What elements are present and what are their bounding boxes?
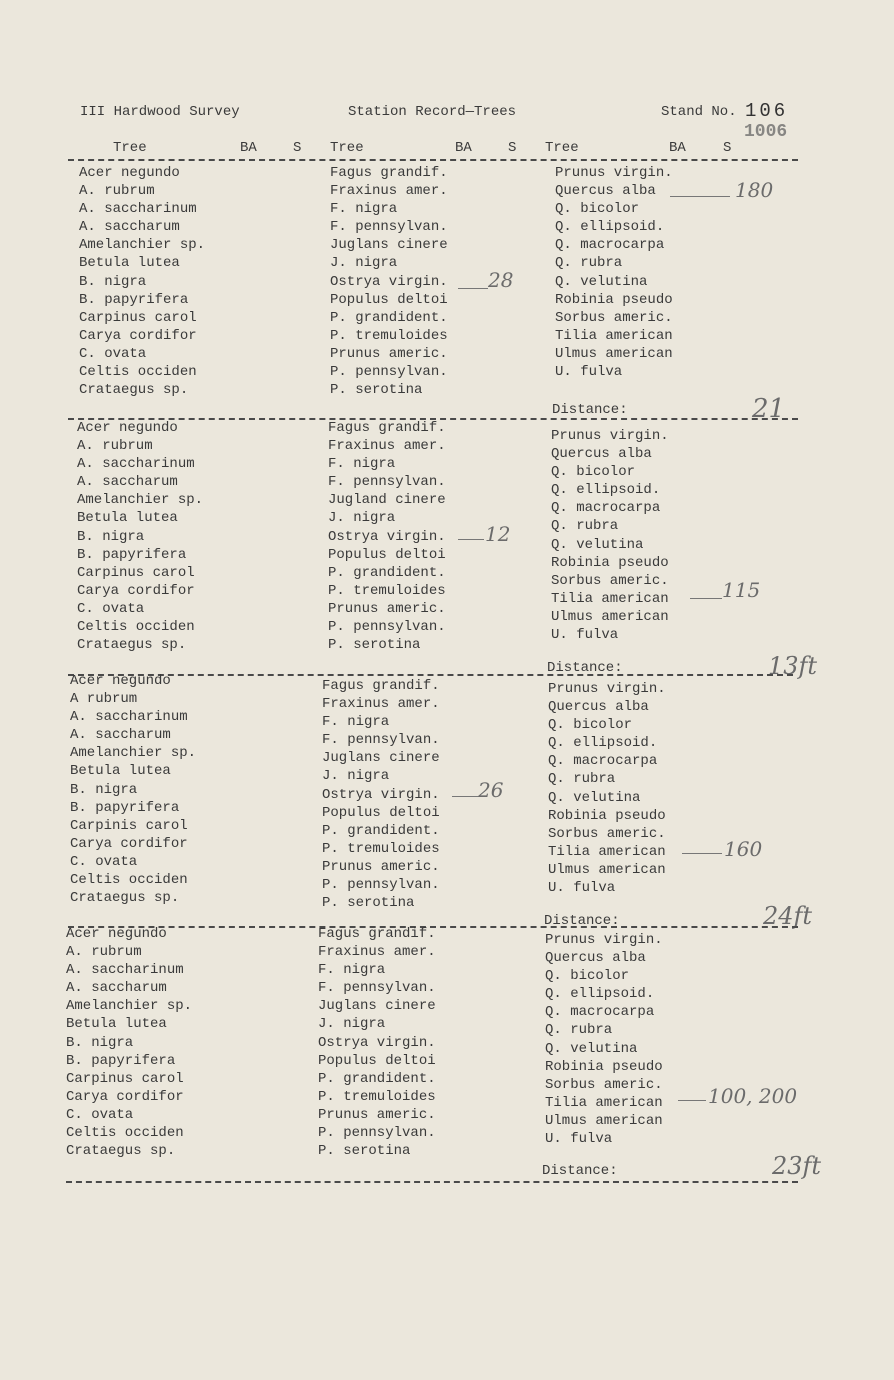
- tree-name: Q. ellipsoid.: [545, 986, 655, 1003]
- tree-name: Acer negundo: [70, 673, 171, 689]
- tree-name: Q. macrocarpa: [545, 1004, 655, 1021]
- station-divider: [66, 1181, 798, 1183]
- handwritten-distance: 13ft: [768, 652, 818, 680]
- tree-name: Acer negundo: [77, 420, 178, 436]
- tree-name: Ostrya virgin.: [318, 1034, 436, 1051]
- tree-name: Q. bicolor: [545, 968, 630, 985]
- tree-name: F. pennsylvan.: [318, 980, 436, 997]
- tree-name: Prunus americ.: [330, 345, 448, 362]
- tree-name: B. papyrifera: [79, 291, 189, 308]
- tree-name: B. nigra: [79, 273, 147, 290]
- tree-name: Prunus virgin.: [545, 932, 663, 948]
- tree-name: Populus deltoi: [318, 1052, 436, 1069]
- tree-name: Q. ellipsoid.: [555, 219, 665, 236]
- tree-name: Carpinus carol: [77, 564, 195, 581]
- tree-name: Betula lutea: [70, 763, 171, 780]
- tree-name: J. nigra: [330, 255, 398, 272]
- tree-name: F. pennsylvan.: [322, 732, 440, 749]
- tree-name: Betula lutea: [79, 255, 180, 272]
- tree-name: Carpinus carol: [79, 309, 197, 326]
- tree-name: B. papyrifera: [66, 1052, 176, 1069]
- tree-name: Q. velutina: [545, 1040, 638, 1057]
- tree-name: U. fulva: [555, 364, 623, 381]
- tree-name: Amelanchier sp.: [79, 237, 206, 254]
- tree-name: Populus deltoi: [328, 546, 446, 563]
- tree-name: P. serotina: [328, 637, 421, 654]
- station-2-col1: [77, 419, 203, 654]
- tree-name: Prunus virgin.: [548, 681, 666, 697]
- tree-name: Q. velutina: [548, 789, 641, 806]
- tree-name: Fagus grandif.: [318, 926, 436, 942]
- header-divider: [68, 159, 798, 161]
- handwritten-tally: 160: [724, 837, 763, 861]
- tree-name: F. pennsylvan.: [328, 474, 446, 491]
- tree-name: Betula lutea: [66, 1016, 167, 1033]
- tree-name: U. fulva: [545, 1131, 613, 1148]
- station-4-col1: [66, 925, 192, 1160]
- tree-name: B. nigra: [70, 781, 138, 798]
- tree-name: C. ovata: [77, 600, 145, 617]
- station-2-col2: [328, 419, 446, 654]
- tree-name: Populus deltoi: [322, 804, 440, 821]
- tree-name: C. ovata: [70, 853, 138, 870]
- tree-name: Ulmus american: [555, 345, 673, 362]
- stand-number: 106: [745, 100, 789, 122]
- tree-name: J. nigra: [322, 768, 390, 785]
- tree-name: Celtis occiden: [70, 872, 188, 889]
- tree-name: P. grandident.: [318, 1070, 436, 1087]
- tree-name: Celtis occiden: [66, 1125, 184, 1142]
- tree-name: U. fulva: [548, 880, 616, 897]
- tree-name: F. nigra: [330, 201, 398, 218]
- record-title: Station Record—Trees: [348, 104, 517, 120]
- tally-line: [452, 796, 478, 797]
- tree-name: P. tremuloides: [330, 327, 448, 344]
- tree-name: B. nigra: [77, 528, 145, 545]
- tally-line: [682, 853, 722, 854]
- tree-name: P. serotina: [322, 895, 415, 912]
- tree-name: Q. ellipsoid.: [548, 735, 658, 752]
- tree-name: J. nigra: [328, 510, 396, 527]
- tree-name: Q. bicolor: [551, 464, 636, 481]
- tree-name: Carya cordifor: [79, 327, 197, 344]
- tree-name: Sorbus americ.: [545, 1076, 663, 1093]
- tree-name: Amelanchier sp.: [66, 998, 193, 1015]
- distance-label: Distance:: [544, 913, 620, 929]
- distance-label: Distance:: [547, 660, 623, 676]
- tree-name: Fagus grandif.: [330, 165, 448, 181]
- tally-line: [458, 288, 488, 289]
- tree-name: A. saccharinum: [79, 201, 197, 218]
- tree-name: Q. bicolor: [548, 717, 633, 734]
- tally-line: [670, 196, 730, 197]
- tree-name: Ulmus american: [551, 608, 669, 625]
- stand-number-stamp: 1006: [744, 122, 788, 142]
- tree-name: Quercus alba: [555, 183, 656, 200]
- handwritten-tally: 28: [488, 268, 514, 292]
- tree-name: Ulmus american: [545, 1112, 663, 1129]
- stand-label: Stand No.: [661, 104, 737, 120]
- tree-name: J. nigra: [318, 1016, 386, 1033]
- tree-name: Populus deltoi: [330, 291, 448, 308]
- tree-name: P. tremuloides: [322, 840, 440, 857]
- tree-name: P. tremuloides: [318, 1088, 436, 1105]
- tree-name: F. nigra: [322, 714, 390, 731]
- tree-name: Robinia pseudo: [548, 807, 666, 824]
- col1-s-header: S: [293, 140, 302, 156]
- tree-name: Amelanchier sp.: [70, 745, 197, 762]
- tree-name: Robinia pseudo: [545, 1058, 663, 1075]
- handwritten-tally: 26: [478, 778, 504, 802]
- station-4-col2: [318, 925, 436, 1160]
- col1-tree-header: Tree: [113, 140, 147, 156]
- tree-name: B. papyrifera: [77, 546, 187, 563]
- tree-name: Q. bicolor: [555, 201, 640, 218]
- handwritten-tally: 180: [735, 178, 774, 202]
- tree-name: Q. rubra: [548, 771, 616, 788]
- tree-name: Q. macrocarpa: [555, 237, 665, 254]
- handwritten-tally: 12: [485, 522, 511, 546]
- tree-name: A. saccharinum: [77, 456, 195, 473]
- station-1-col3: [555, 164, 673, 381]
- tree-name: P. serotina: [318, 1143, 411, 1160]
- handwritten-distance: 24ft: [763, 902, 813, 930]
- tree-name: Q. velutina: [551, 536, 644, 553]
- handwritten-distance: 21: [752, 394, 786, 424]
- tree-name: C. ovata: [79, 345, 147, 362]
- tree-name: Ostrya virgin.: [330, 273, 448, 290]
- tree-name: Sorbus americ.: [555, 309, 673, 326]
- tree-name: Quercus alba: [548, 699, 649, 716]
- tree-name: Amelanchier sp.: [77, 492, 204, 509]
- col3-ba-header: BA: [669, 140, 686, 156]
- distance-label: Distance:: [542, 1163, 618, 1179]
- tree-name: Prunus americ.: [318, 1106, 436, 1123]
- tree-name: Carya cordifor: [77, 582, 195, 599]
- tree-name: A. saccharum: [70, 727, 171, 744]
- tree-name: Q. rubra: [555, 255, 623, 272]
- tree-name: P. pennsylvan.: [330, 364, 448, 381]
- tree-name: Crataegus sp.: [66, 1143, 176, 1160]
- tree-name: Q. macrocarpa: [548, 753, 658, 770]
- tree-name: P. serotina: [330, 382, 423, 399]
- tree-name: Acer negundo: [66, 926, 167, 942]
- tree-name: A. rubrum: [79, 183, 155, 200]
- tree-name: P. grandident.: [328, 564, 446, 581]
- tree-name: Quercus alba: [551, 446, 652, 463]
- tree-name: Ulmus american: [548, 861, 666, 878]
- tree-name: Robinia pseudo: [551, 554, 669, 571]
- tally-line: [458, 539, 484, 540]
- distance-label: Distance:: [552, 402, 628, 418]
- tree-name: Prunus americ.: [328, 600, 446, 617]
- tree-name: A. saccharinum: [66, 962, 184, 979]
- tree-name: P. pennsylvan.: [322, 877, 440, 894]
- tree-name: Tilia american: [555, 327, 673, 344]
- tree-name: Ostrya virgin.: [322, 786, 440, 803]
- station-4-col3: [545, 931, 663, 1148]
- tree-name: Crataegus sp.: [77, 637, 187, 654]
- tree-name: Celtis occiden: [79, 364, 197, 381]
- tree-name: P. tremuloides: [328, 582, 446, 599]
- tree-name: Sorbus americ.: [551, 572, 669, 589]
- tree-name: Jugland cinere: [328, 492, 446, 509]
- tree-name: Prunus americ.: [322, 858, 440, 875]
- station-3-col1: [70, 672, 196, 907]
- tree-name: F. nigra: [328, 456, 396, 473]
- handwritten-tally: 115: [722, 578, 761, 602]
- tree-name: Betula lutea: [77, 510, 178, 527]
- tree-name: Ostrya virgin.: [328, 528, 446, 545]
- col3-tree-header: Tree: [545, 140, 579, 156]
- station-1-col1: [79, 164, 205, 399]
- col2-tree-header: Tree: [330, 140, 364, 156]
- tree-name: Quercus alba: [545, 950, 646, 967]
- station-3-col3: [548, 680, 666, 897]
- tree-name: Prunus virgin.: [555, 165, 673, 181]
- tree-name: Fraxinus amer.: [328, 438, 446, 455]
- tree-name: Carpinis carol: [70, 817, 188, 834]
- tree-name: Prunus virgin.: [551, 428, 669, 444]
- station-2-col3: [551, 427, 669, 644]
- tree-name: Carya cordifor: [66, 1088, 184, 1105]
- col2-s-header: S: [508, 140, 517, 156]
- station-3-col2: [322, 677, 440, 912]
- tree-name: Fagus grandif.: [322, 678, 440, 694]
- tree-name: F. pennsylvan.: [330, 219, 448, 236]
- station-1-col2: [330, 164, 448, 399]
- tree-name: Q. rubra: [545, 1022, 613, 1039]
- col1-ba-header: BA: [240, 140, 257, 156]
- tally-line: [690, 598, 722, 599]
- handwritten-distance: 23ft: [772, 1152, 822, 1180]
- tree-name: Crataegus sp.: [79, 382, 189, 399]
- tree-name: A. saccharinum: [70, 709, 188, 726]
- tree-name: P. grandident.: [322, 822, 440, 839]
- tree-name: B. papyrifera: [70, 799, 180, 816]
- tree-name: Robinia pseudo: [555, 291, 673, 308]
- tree-name: Acer negundo: [79, 165, 180, 181]
- tree-name: F. nigra: [318, 962, 386, 979]
- tree-name: A. saccharum: [77, 474, 178, 491]
- tree-name: Fagus grandif.: [328, 420, 446, 436]
- tree-name: P. grandident.: [330, 309, 448, 326]
- tree-name: Tilia american: [551, 590, 669, 607]
- tree-name: Q. rubra: [551, 518, 619, 535]
- tree-name: Carya cordifor: [70, 835, 188, 852]
- tree-name: Fraxinus amer.: [330, 183, 448, 200]
- tree-name: Crataegus sp.: [70, 890, 180, 907]
- tally-line: [678, 1100, 706, 1101]
- tree-name: Fraxinus amer.: [318, 944, 436, 961]
- col2-ba-header: BA: [455, 140, 472, 156]
- tree-name: P. pennsylvan.: [328, 619, 446, 636]
- tree-name: Q. ellipsoid.: [551, 482, 661, 499]
- tree-name: Q. velutina: [555, 273, 648, 290]
- handwritten-tally: 100, 200: [708, 1084, 798, 1108]
- tree-name: A rubrum: [70, 691, 138, 708]
- tree-name: Q. macrocarpa: [551, 500, 661, 517]
- tree-name: A. rubrum: [77, 438, 153, 455]
- tree-name: Juglans cinere: [318, 998, 436, 1015]
- tree-name: Carpinus carol: [66, 1070, 184, 1087]
- tree-name: Tilia american: [548, 843, 666, 860]
- col3-s-header: S: [723, 140, 732, 156]
- tree-name: C. ovata: [66, 1106, 134, 1123]
- tree-name: A. saccharum: [66, 980, 167, 997]
- tree-name: U. fulva: [551, 627, 619, 644]
- tree-name: Juglans cinere: [330, 237, 448, 254]
- tree-name: A. saccharum: [79, 219, 180, 236]
- survey-title: III Hardwood Survey: [80, 104, 240, 120]
- tree-name: Sorbus americ.: [548, 825, 666, 842]
- tree-name: A. rubrum: [66, 944, 142, 961]
- tree-name: P. pennsylvan.: [318, 1125, 436, 1142]
- tree-name: Fraxinus amer.: [322, 696, 440, 713]
- tree-name: Juglans cinere: [322, 750, 440, 767]
- tree-name: B. nigra: [66, 1034, 134, 1051]
- tree-name: Celtis occiden: [77, 619, 195, 636]
- tree-name: Tilia american: [545, 1094, 663, 1111]
